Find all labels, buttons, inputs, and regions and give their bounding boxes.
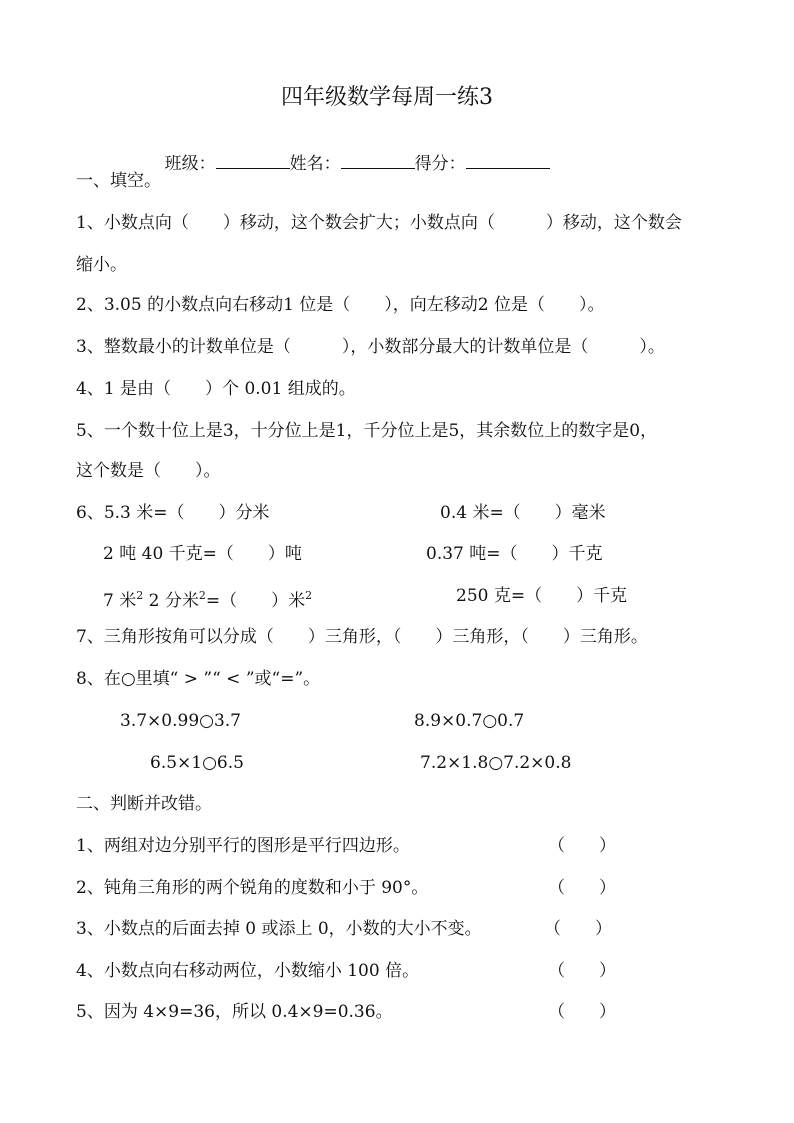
judge-item-2: 2、钝角三角形的两个锐角的度数和小于 90°。 bbox=[76, 878, 429, 898]
judge-answer-5[interactable]: （ ） bbox=[548, 1002, 616, 1022]
superscript-2: 2 bbox=[198, 589, 206, 602]
question-6-e bbox=[103, 585, 312, 612]
judge-answer-1[interactable]: （ ） bbox=[548, 836, 616, 856]
question-7: 7、三角形按角可以分成（ ）三角形，（ ）三角形，（ ）三角形。 bbox=[76, 627, 648, 647]
score-label: 得分： bbox=[414, 154, 466, 174]
question-1-line1: 1、小数点向（ ）移动，这个数会扩大；小数点向（ ）移动，这个数会 bbox=[76, 213, 682, 233]
header-fields bbox=[143, 128, 550, 197]
question-8-c: 6.5×1○6.5 bbox=[150, 753, 244, 773]
question-3: 3、整数最小的计数单位是（ ），小数部分最大的计数单位是（ ）。 bbox=[76, 337, 665, 357]
judge-item-1: 1、两组对边分别平行的图形是平行四边形。 bbox=[76, 836, 410, 856]
question-6-d: 0.37 吨=（ ）千克 bbox=[426, 544, 603, 564]
q6e-pre: 7 米 bbox=[103, 591, 137, 611]
question-4: 4、1 是由（ ）个 0.01 组成的。 bbox=[76, 379, 356, 399]
question-8-b: 8.9×0.7○0.7 bbox=[414, 711, 525, 731]
question-5-line2: 这个数是（ ）。 bbox=[76, 461, 221, 481]
judge-item-4: 4、小数点向右移动两位，小数缩小 100 倍。 bbox=[76, 961, 420, 981]
q6e-post: =（ ）米 bbox=[205, 591, 306, 611]
question-6-a: 6、5.3 米=（ ）分米 bbox=[76, 503, 270, 523]
question-8-d: 7.2×1.8○7.2×0.8 bbox=[420, 753, 572, 773]
score-blank[interactable] bbox=[466, 150, 550, 169]
judge-answer-4[interactable]: （ ） bbox=[548, 961, 616, 981]
judge-answer-3[interactable]: （ ） bbox=[544, 919, 612, 939]
superscript-2: 2 bbox=[136, 589, 144, 602]
question-6-f: 250 克=（ ）千克 bbox=[456, 586, 628, 606]
q6e-mid: 2 分米 bbox=[143, 591, 199, 611]
judge-answer-2[interactable]: （ ） bbox=[548, 878, 616, 898]
question-8: 8、在○里填“ > ”“ < ”或“=”。 bbox=[76, 669, 321, 689]
judge-item-5: 5、因为 4×9=36，所以 0.4×9=0.36。 bbox=[76, 1002, 393, 1022]
class-label: 班级： bbox=[164, 154, 216, 174]
name-label: 姓名： bbox=[289, 154, 341, 174]
superscript-2: 2 bbox=[305, 589, 313, 602]
section1-heading: 一、填空。 bbox=[76, 171, 161, 191]
question-6-b: 0.4 米=（ ）毫米 bbox=[440, 503, 606, 523]
question-5-line1: 5、一个数十位上是3，十分位上是1，千分位上是5，其余数位上的数字是0， bbox=[76, 421, 658, 441]
section2-heading: 二、判断并改错。 bbox=[76, 794, 212, 814]
question-8-a: 3.7×0.99○3.7 bbox=[120, 711, 242, 731]
class-blank[interactable] bbox=[216, 150, 290, 169]
name-blank[interactable] bbox=[341, 150, 415, 169]
page-title: 四年级数学每周一练3 bbox=[281, 85, 493, 110]
judge-item-3: 3、小数点的后面去掉 0 或添上 0，小数的大小不变。 bbox=[76, 919, 482, 939]
question-6-c: 2 吨 40 千克=（ ）吨 bbox=[103, 544, 302, 564]
question-2: 2、3.05 的小数点向右移动1 位是（ ），向左移动2 位是（ ）。 bbox=[76, 295, 605, 315]
question-1-line2: 缩小。 bbox=[76, 255, 127, 275]
